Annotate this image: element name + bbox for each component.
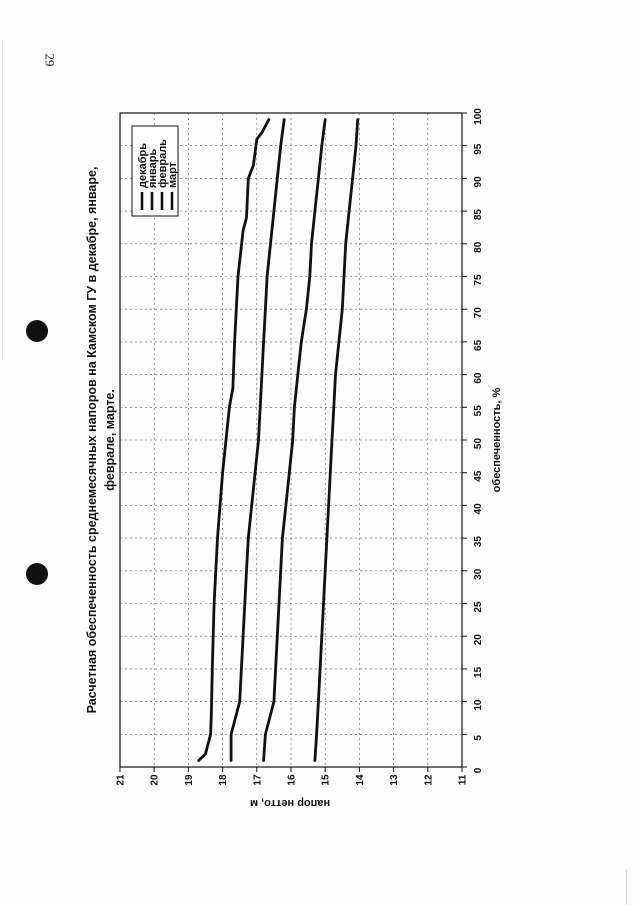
- y-tick-label: 15: [320, 774, 332, 786]
- x-tick-label: 100: [473, 108, 484, 125]
- x-tick-label: 95: [473, 143, 484, 155]
- x-axis-label: обеспеченность, %: [491, 387, 503, 493]
- x-tick-label: 35: [473, 536, 484, 548]
- y-tick-label: 16: [286, 774, 298, 786]
- x-tick-label: 20: [473, 634, 484, 646]
- x-tick-label: 5: [473, 735, 484, 741]
- x-tick-label: 10: [473, 699, 484, 711]
- x-tick-label: 30: [473, 568, 484, 580]
- x-tick-label: 15: [473, 666, 484, 678]
- x-tick-label: 50: [473, 437, 484, 450]
- y-tick-label: 11: [457, 774, 469, 786]
- x-tick-label: 40: [473, 503, 484, 515]
- x-tick-label: 85: [473, 209, 484, 221]
- y-tick-label: 20: [149, 774, 161, 786]
- page-number: 29: [42, 53, 58, 67]
- x-tick-label: 70: [473, 307, 484, 319]
- y-tick-label: 17: [252, 774, 264, 786]
- y-tick-label: 19: [183, 774, 195, 786]
- chart-title-line-2: феврале, марте.: [103, 389, 117, 491]
- x-tick-label: 75: [473, 274, 484, 286]
- chart-title-line-1: Расчетная обеспеченность среднемесячных напоров на Камском ГУ в декабре, январе,: [85, 166, 99, 714]
- x-tick-label: 25: [473, 601, 484, 613]
- x-tick-label: 45: [473, 470, 484, 482]
- legend-label-march: март: [167, 161, 179, 188]
- x-tick-label: 0: [473, 767, 484, 774]
- x-tick-label: 55: [473, 405, 484, 417]
- y-tick-label: 21: [115, 774, 127, 786]
- legend-label-february: февраль: [157, 139, 169, 188]
- x-tick-label: 65: [473, 339, 484, 351]
- legend-label-december: декабрь: [137, 143, 149, 188]
- x-tick-label: 80: [473, 241, 484, 253]
- x-tick-label: 60: [473, 372, 484, 384]
- legend-label-january: январь: [147, 148, 159, 188]
- y-axis-label: напор нетто, м: [249, 797, 331, 809]
- y-tick-label: 12: [423, 774, 435, 786]
- legend: [132, 126, 179, 216]
- y-tick-label: 18: [218, 774, 230, 786]
- y-tick-label: 14: [354, 774, 366, 786]
- x-tick-label: 90: [473, 176, 484, 188]
- y-tick-label: 13: [389, 774, 401, 786]
